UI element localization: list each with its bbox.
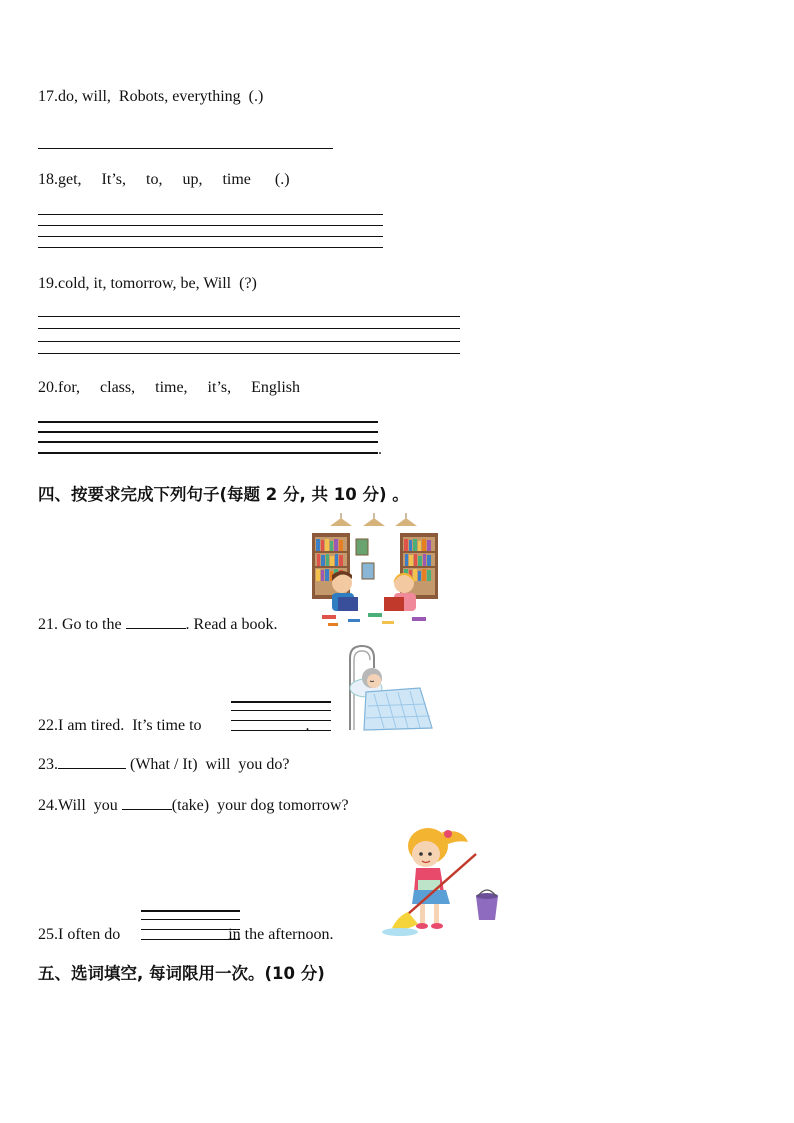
question-21 xyxy=(38,614,278,634)
question-24-prefix: 24.Will you xyxy=(38,797,122,814)
question-21-prefix: 21. Go to the xyxy=(38,616,126,633)
question-22-suffix: . xyxy=(305,717,310,734)
answer-lines-20[interactable] xyxy=(38,421,378,455)
answer-lines-22[interactable] xyxy=(231,701,331,731)
blank-24[interactable] xyxy=(122,795,172,810)
sleeping-in-bed-illustration-icon xyxy=(344,644,434,732)
section-5-heading: 五、选词填空, 每词限用一次。(10 分) xyxy=(38,964,325,983)
answer-lines-18[interactable] xyxy=(38,214,383,248)
question-20: 20.for, class, time, it’s, English xyxy=(38,379,301,396)
question-23 xyxy=(38,754,290,774)
girl-mopping-illustration-icon xyxy=(378,824,502,942)
sentence-period-20: . xyxy=(378,441,382,458)
question-25-suffix: in the afternoon. xyxy=(224,926,334,943)
question-18: 18.get, It’s, to, up, time (.) xyxy=(38,171,290,188)
blank-21[interactable] xyxy=(126,614,186,629)
question-23-suffix: (What / It) will you do? xyxy=(126,756,290,773)
section-4-heading: 四、按要求完成下列句子(每题 2 分, 共 10 分) 。 xyxy=(38,485,409,504)
answer-line-17[interactable] xyxy=(38,148,333,149)
question-19: 19.cold, it, tomorrow, be, Will (?) xyxy=(38,275,257,292)
question-21-suffix: . Read a book. xyxy=(185,616,278,633)
question-17: 17.do, will, Robots, everything (.) xyxy=(38,88,264,105)
question-24 xyxy=(38,795,349,815)
library-illustration-icon xyxy=(308,513,442,631)
question-22-prefix: 22.I am tired. It’s time to xyxy=(38,717,206,734)
question-24-suffix: (take) your dog tomorrow? xyxy=(171,797,349,814)
answer-lines-25[interactable] xyxy=(141,910,240,940)
answer-lines-19[interactable] xyxy=(38,316,460,354)
question-23-prefix: 23. xyxy=(38,756,58,773)
blank-23[interactable] xyxy=(58,754,126,769)
question-25-prefix: 25.I often do xyxy=(38,926,125,943)
